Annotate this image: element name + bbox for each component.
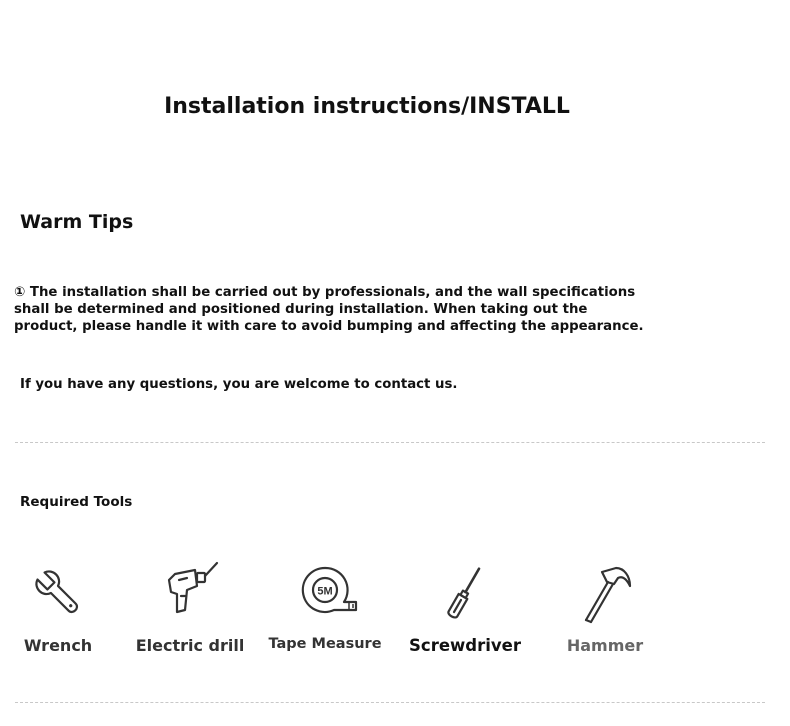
tool-label-hammer: Hammer	[566, 636, 644, 655]
installation-tip: ① The installation shall be carried out by professionals, and the wall specifications shall be determined and positioned during installation. When taking out the product, please handle it with care to avoid bumping and affecting the appearance.	[14, 285, 644, 334]
screwdriver-icon	[432, 560, 498, 626]
required-tools-heading: Required Tools	[20, 494, 133, 510]
tool-electric-drill	[120, 560, 260, 655]
tool-hammer	[535, 560, 675, 655]
tape-measure-icon-text: 5M	[317, 585, 333, 598]
section-divider-bottom	[15, 702, 765, 703]
tool-label-screwdriver: Screwdriver	[409, 636, 521, 655]
tool-screwdriver	[395, 560, 535, 655]
tool-label-wrench: Wrench	[23, 636, 93, 655]
tape-measure-icon	[292, 560, 358, 626]
hammer-icon	[572, 560, 638, 626]
tool-label-tape-measure: Tape Measure	[268, 636, 382, 652]
section-divider-top	[15, 442, 765, 443]
tool-wrench	[0, 560, 128, 655]
wrench-icon	[25, 560, 91, 626]
tool-tape-measure	[255, 560, 395, 652]
contact-note: If you have any questions, you are welcome to contact us.	[20, 377, 458, 392]
warm-tips-heading: Warm Tips	[20, 211, 134, 233]
tool-label-electric-drill: Electric drill	[135, 636, 245, 655]
electric-drill-icon	[157, 560, 223, 626]
page-title: Installation instructions/INSTALL	[164, 94, 570, 119]
